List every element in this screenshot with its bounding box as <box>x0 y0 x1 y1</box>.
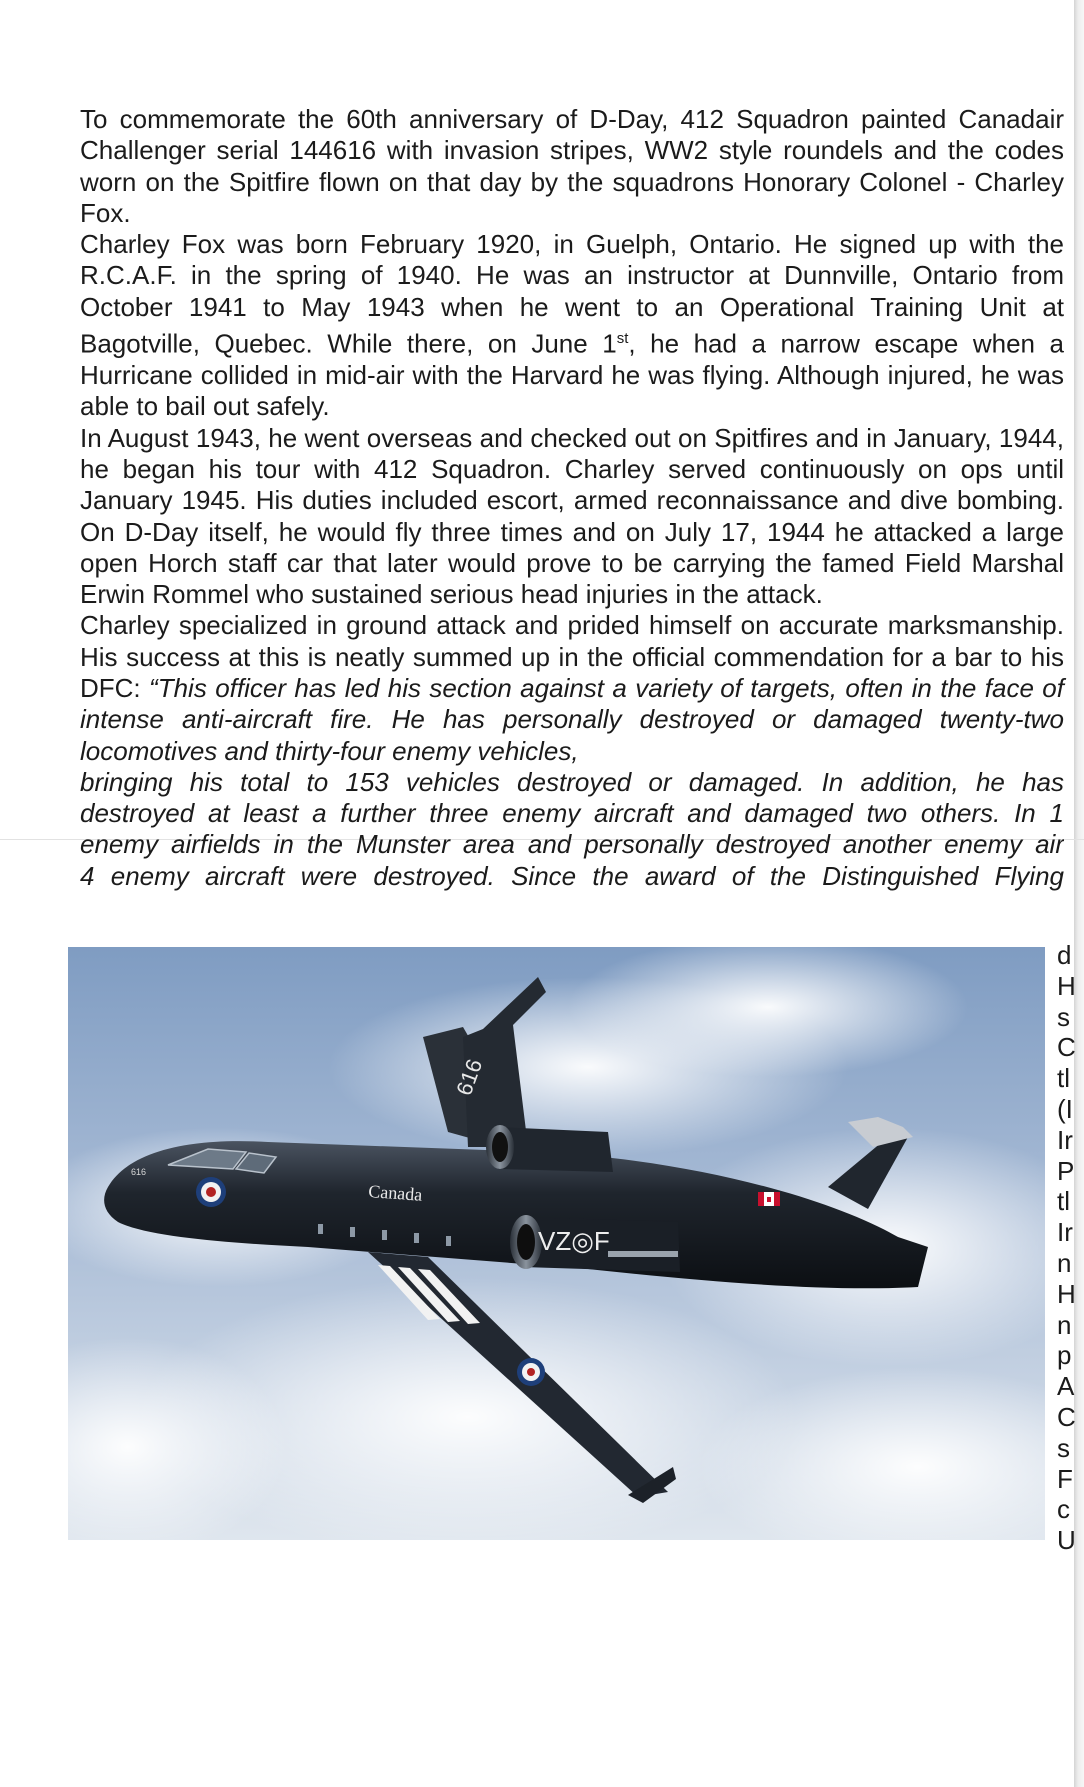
nose-number: 616 <box>131 1167 147 1177</box>
challenger-jet-illustration <box>68 947 1045 1540</box>
lower-engine <box>510 1215 680 1272</box>
paragraph-4 <box>80 610 1064 766</box>
canada-flag <box>758 1192 780 1206</box>
article-text <box>80 104 1064 892</box>
paragraph-3: In August 1943, he went overseas and checked out on Spitfires and in January, 1944, he began his tour with 412 Squadron. Charley served continuously on ops until January 1945. His duties included escort, armed reconnaissance and dive bombing. On D-Day itself, he would fly three times and on July 17, 1944 he attacked a large open Horch staff car that later would prove to be carrying the famed Field Marshal Erwin Rommel who sustained serious head injuries in the attack. <box>80 422 1064 610</box>
paragraph-2-text-a: Charley Fox was born February 1920, in Guelph, Ontario. He signed up with the R.C.A.F. in the spring of 1940. He was an instructor at Dunnville, Ontario from October 1941 to May 1943 when he went to an Operational Training Unit at Bagotville, Quebec. While there, on June 1 <box>80 229 1064 359</box>
superscript-st: st <box>616 330 629 348</box>
commendation-quote-cut <box>80 767 1064 892</box>
quote-line: enemy airfields in the Munster area and personally destroyed another enemy air <box>80 829 1064 860</box>
right-column-fragments: d H s C tl (I Ir P tl Ir n H n p A C s F c U <box>1057 940 1076 1556</box>
upper-engine <box>486 1125 613 1172</box>
fuselage-roundel <box>196 1177 226 1207</box>
quote-line: bringing his total to 153 vehicles destroyed or damaged. In addition, he has <box>80 766 1064 797</box>
quote-line: 4 enemy aircraft were destroyed. Since the award of the Distinguished Flying <box>80 860 1064 891</box>
commendation-quote-start: “This officer has led his section against a variety of targets, often in the face of intense anti-aircraft fire. He has personally destroyed or damaged twenty-two locomotives and thirty-four enemy vehicles, <box>80 673 1064 766</box>
fuselage-text: Canada <box>367 1181 423 1205</box>
wing-roundel <box>517 1358 545 1386</box>
engine-code: VZ◎F <box>538 1226 610 1256</box>
paragraph-1: To commemorate the 60th anniversary of D-Day, 412 Squadron painted Canadair Challenger serial 144616 with invasion stripes, WW2 style roundels and the codes worn on the Spitfire flown on that day by the squadrons Honorary Colonel - Charley Fox. <box>80 104 1064 228</box>
tail-number: 616 <box>451 1055 488 1099</box>
quote-line: destroyed at least a further three enemy aircraft and damaged two others. In 1 <box>80 798 1064 829</box>
aircraft-photo <box>68 947 1045 1540</box>
paragraph-2 <box>80 229 1064 422</box>
paragraph-2-text-b: , he had a narrow escape when a Hurricane collided in mid-air with the Harvard he was flying. Although injured, he was able to bail out safely. <box>80 328 1064 422</box>
paragraph-4-text: Charley specialized in ground attack and prided himself on accurate marksmanship. His success at this is neatly summed up in the official commendation for a bar to his DFC: <box>80 610 1064 703</box>
